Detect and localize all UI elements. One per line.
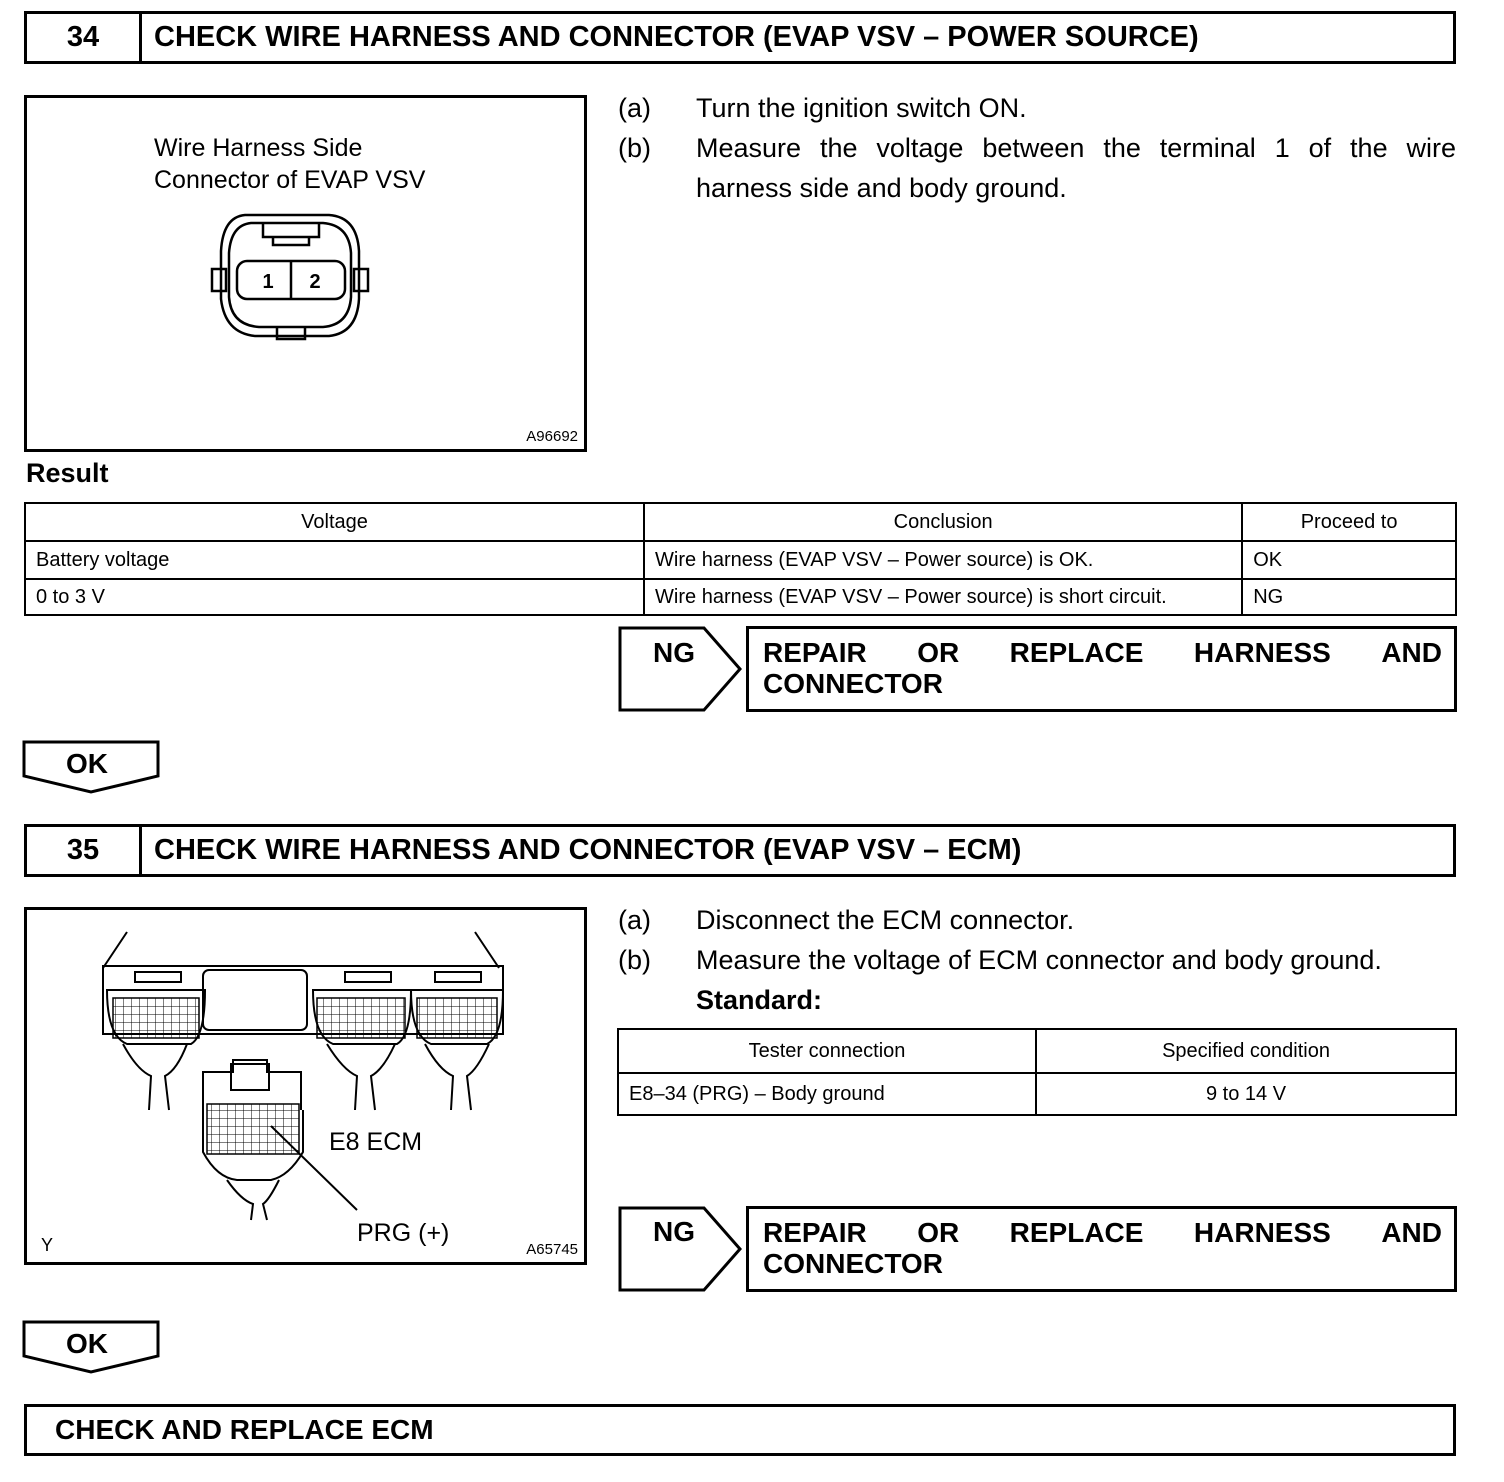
pin-1-label: 1 — [262, 271, 274, 293]
table-cell: Battery voltage — [25, 541, 644, 579]
table-cell: 9 to 14 V — [1036, 1073, 1456, 1115]
ng-action-line2: CONNECTOR — [763, 668, 943, 699]
ok-label: OK — [66, 1328, 108, 1359]
step-35-header — [24, 824, 1456, 877]
table-header-cell: Conclusion — [644, 503, 1242, 541]
table-header-row — [618, 1029, 1456, 1073]
table-cell: Wire harness (EVAP VSV – Power source) is short circuit. — [644, 579, 1242, 615]
connector-figure-34 — [24, 95, 587, 452]
result-table — [24, 502, 1457, 616]
table-row — [618, 1073, 1456, 1115]
figure-code: A65745 — [526, 1241, 578, 1258]
instruction-letter: (b) — [618, 133, 651, 163]
standard-label: Standard: — [696, 985, 823, 1015]
ecm-connector-figure-35 — [24, 907, 587, 1265]
table-cell: E8–34 (PRG) – Body ground — [618, 1073, 1036, 1115]
instruction-letter: (b) — [618, 945, 651, 975]
ng-word: HARNESS — [1193, 637, 1331, 668]
instruction-text: Disconnect the ECM connector. — [696, 905, 1075, 935]
instruction-text: Turn the ignition switch ON. — [696, 93, 1027, 123]
step-title: CHECK WIRE HARNESS AND CONNECTOR (EVAP VSV – ECM) — [154, 834, 1022, 866]
instruction-letter: (a) — [618, 93, 651, 123]
ng-word: HARNESS — [1193, 1217, 1331, 1248]
ng-label: NG — [653, 637, 695, 668]
table-cell: 0 to 3 V — [25, 579, 644, 615]
ng-word: REPAIR — [763, 637, 867, 668]
connector-label: E8 ECM — [329, 1128, 423, 1156]
table-cell: OK — [1242, 541, 1456, 579]
instruction-a — [618, 900, 1458, 940]
instructions-35 — [618, 900, 1458, 1020]
standard-row — [618, 980, 1458, 1020]
pin-2-label: 2 — [309, 271, 321, 293]
instruction-b — [618, 128, 1456, 208]
ecm-connector-drawing — [27, 910, 584, 1262]
table-header-cell: Tester connection — [618, 1029, 1036, 1073]
ng-label: NG — [653, 1216, 695, 1247]
table-row — [25, 579, 1456, 615]
table-cell: Wire harness (EVAP VSV – Power source) is OK. — [644, 541, 1242, 579]
instruction-a — [618, 88, 1456, 128]
ng-word: AND — [1381, 1217, 1442, 1248]
ng-action-box-35 — [746, 1206, 1457, 1292]
ng-word: REPLACE — [1009, 637, 1144, 668]
step-34-header — [24, 11, 1456, 64]
ng-word: OR — [917, 637, 960, 668]
table-header-cell: Specified condition — [1036, 1029, 1456, 1073]
instruction-letter: (a) — [618, 905, 651, 935]
standard-table — [617, 1028, 1457, 1116]
instruction-text: Measure the voltage between the terminal 1 of the wire harness side and body ground. — [696, 133, 1456, 203]
ok-label: OK — [66, 748, 108, 779]
terminal-label: PRG (+) — [357, 1219, 450, 1247]
ng-word: AND — [1381, 637, 1442, 668]
instructions-34 — [618, 88, 1456, 208]
ng-action-line1 — [763, 1217, 1442, 1248]
final-step-box: CHECK AND REPLACE ECM — [24, 1404, 1456, 1456]
ng-word: REPLACE — [1009, 1217, 1144, 1248]
ng-word: REPAIR — [763, 1217, 867, 1248]
corner-mark: Y — [41, 1235, 54, 1255]
table-cell: NG — [1242, 579, 1456, 615]
table-row — [25, 541, 1456, 579]
result-label: Result — [26, 458, 109, 488]
figure-label-line2: Connector of EVAP VSV — [154, 166, 426, 194]
ng-action-line1 — [763, 637, 1442, 668]
figure-label-line1: Wire Harness Side — [154, 134, 363, 162]
table-header-cell: Proceed to — [1242, 503, 1456, 541]
step-number: 35 — [27, 827, 142, 874]
figure-code: A96692 — [526, 428, 578, 445]
evap-vsv-connector-drawing — [207, 203, 377, 343]
ng-action-box-34 — [746, 626, 1457, 712]
ng-word: OR — [917, 1217, 960, 1248]
instruction-text: Measure the voltage of ECM connector and body ground. — [696, 945, 1382, 975]
instruction-b — [618, 940, 1458, 980]
ng-action-line2: CONNECTOR — [763, 1248, 943, 1279]
table-header-row — [25, 503, 1456, 541]
table-header-cell: Voltage — [25, 503, 644, 541]
step-number: 34 — [27, 14, 142, 61]
step-title: CHECK WIRE HARNESS AND CONNECTOR (EVAP VSV – POWER SOURCE) — [154, 21, 1199, 53]
